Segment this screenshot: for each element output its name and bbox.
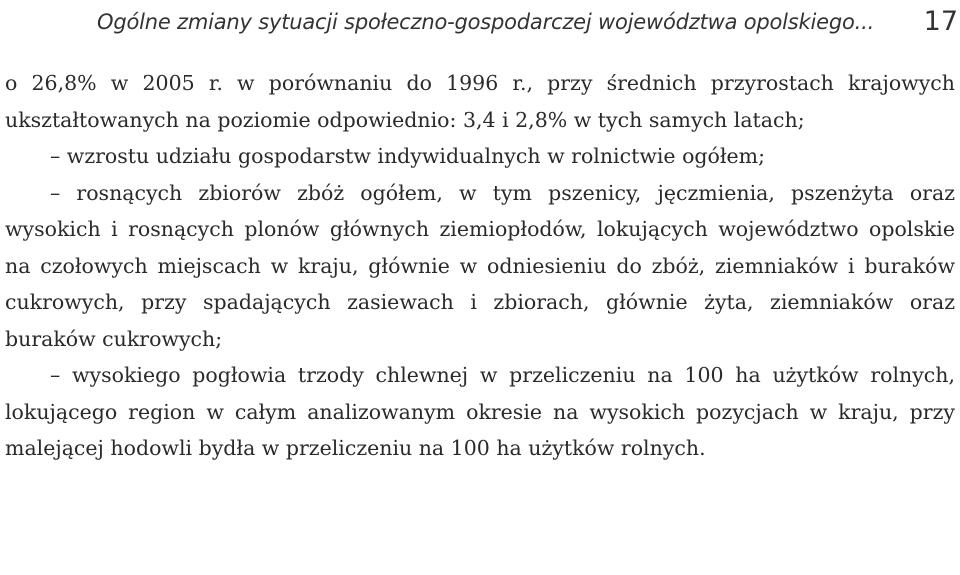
body-text [5,65,955,467]
list-item-grain-harvests: – rosnących zbiorów zbóż ogółem, w tym pszenicy, jęczmienia, pszenżyta oraz wysokich i rosnących plonów głównych ziemiopłodów, lokujących województwo opolskie na czołowych miejscach w kraju, głównie w odniesieniu do zbóż, ziemniaków i buraków cukrowych, przy spadających zasiewach i zbiorach, głównie żyta, ziemniaków oraz buraków cukrowych; [5,180,955,351]
paragraph-continuation: o 26,8% w 2005 r. w porównaniu do 1996 r., przy średnich przyrostach krajowych ukształtowanych na poziomie odpowiednio: 3,4 i 2,8% w tych samych latach; [5,71,955,132]
running-title: Ogólne zmiany sytuacji społeczno-gospodarczej województwa opolskiego... [97,10,875,34]
page-number: 17 [923,6,958,37]
list-item-pig-herd: – wysokiego pogłowia trzody chlewnej w przeliczeniu na 100 ha użytków rolnych, lokującego region w całym analizowanym okresie na wysokich pozycjach w kraju, przy malejącej hodowli bydła w przeliczeniu na 100 ha użytków rolnych. [5,363,955,460]
list-item-individual-farms: – wzrostu udziału gospodarstw indywidualnych w rolnictwie ogółem; [50,144,765,168]
running-header [0,6,958,40]
